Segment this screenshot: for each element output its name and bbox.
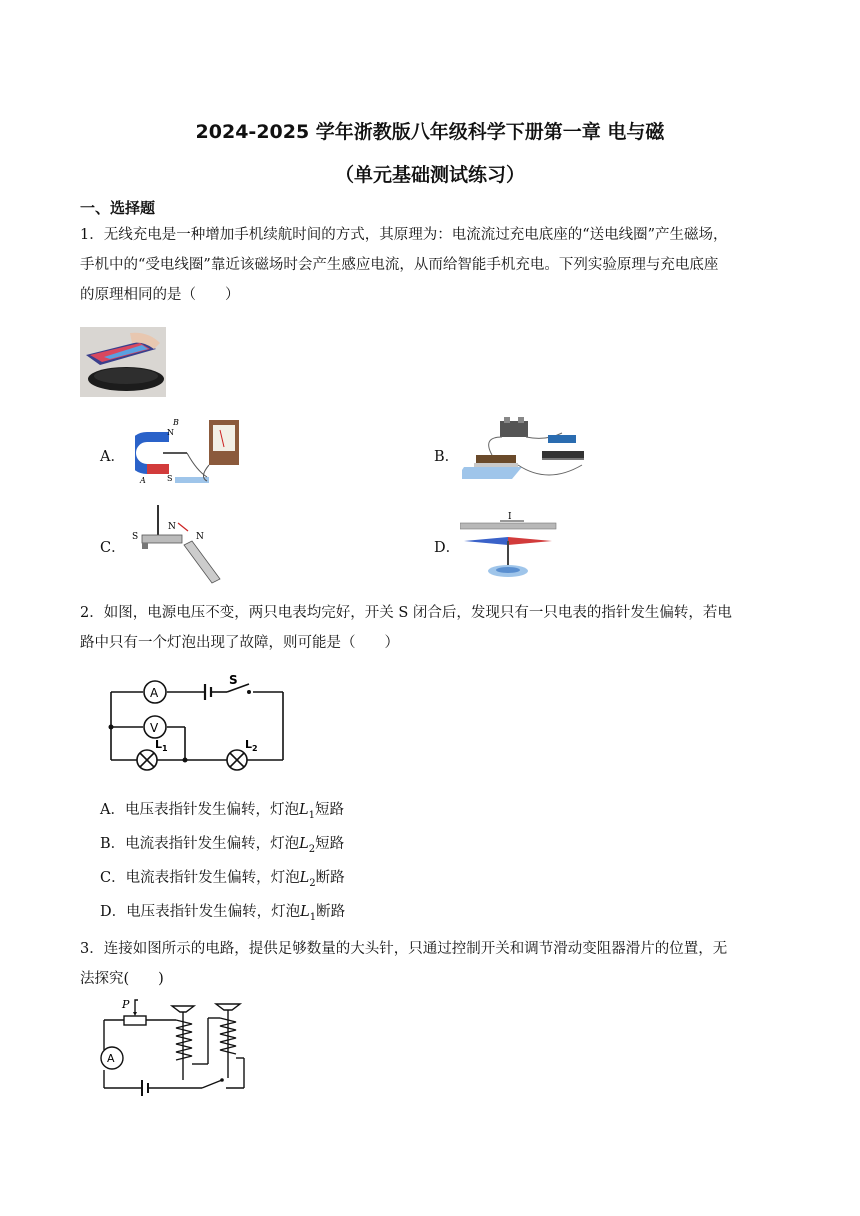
d-label-i: I bbox=[508, 512, 512, 522]
q2-circuit-diagram bbox=[105, 668, 290, 778]
q3-electromagnet-circuit bbox=[98, 998, 248, 1098]
a-label-a: A bbox=[140, 476, 146, 485]
q2-option-d[interactable]: D．电压表指针发生偏转，灯泡$L_1$断路 bbox=[100, 904, 346, 923]
q1-option-c-figure bbox=[130, 505, 230, 585]
a-label-n: N bbox=[167, 428, 174, 437]
q2-option-b[interactable]: B．电流表指针发生偏转，灯泡$L_2$短路 bbox=[100, 836, 345, 855]
q1-option-d-label[interactable]: D． bbox=[434, 540, 461, 556]
switch-label: S bbox=[229, 673, 238, 687]
a-label-b: B bbox=[173, 418, 179, 427]
ammeter-label: A bbox=[150, 686, 159, 700]
c-label-s: S bbox=[132, 532, 139, 542]
l2-label: $L_2$ bbox=[245, 738, 258, 753]
question-3-line: 3．连接如图所示的电路，提供足够数量的大头针，只通过控制开关和调节滑动变阻器滑片的位置，无 bbox=[80, 941, 728, 957]
question-1 bbox=[80, 220, 785, 310]
question-3 bbox=[80, 934, 785, 994]
page-title: 2024-2025 学年浙教版八年级科学下册第一章 电与磁 bbox=[195, 121, 665, 143]
q1-option-a-figure bbox=[135, 415, 245, 490]
l1-label: $L_1$ bbox=[155, 738, 168, 753]
question-2 bbox=[80, 598, 785, 658]
section-heading: 一、选择题 bbox=[80, 199, 156, 217]
q1-option-a-label[interactable]: A． bbox=[100, 449, 125, 465]
q1-option-d-figure bbox=[460, 505, 560, 583]
q2-option-a[interactable]: A．电压表指针发生偏转，灯泡$L_1$短路 bbox=[100, 802, 344, 821]
ammeter-label: A bbox=[107, 1052, 115, 1065]
question-2-line: 路中只有一个灯泡出现了故障，则可能是（ ） bbox=[80, 635, 399, 651]
wireless-charger-image bbox=[80, 327, 166, 397]
slider-label: P bbox=[122, 998, 130, 1011]
question-1-line: 1．无线充电是一种增加手机续航时间的方式，其原理为：电流流过充电底座的“送电线圈”产生磁场， bbox=[80, 227, 728, 243]
page-subtitle: （单元基础测试练习） bbox=[334, 164, 525, 186]
voltmeter-label: V bbox=[150, 721, 159, 735]
question-1-line: 的原理相同的是（ ） bbox=[80, 287, 240, 303]
c-label-n1: N bbox=[168, 522, 176, 532]
q1-option-c-label[interactable]: C． bbox=[100, 540, 126, 556]
question-3-line: 法探究( ) bbox=[80, 971, 164, 987]
question-2-line: 2．如图，电源电压不变，两只电表均完好，开关 S 闭合后，发现只有一只电表的指针发生偏转，若电 bbox=[80, 605, 732, 621]
q1-option-b-figure bbox=[462, 415, 587, 490]
question-1-line: 手机中的“受电线圈”靠近该磁场时会产生感应电流，从而给智能手机充电。下列实验原理与充电底座 bbox=[80, 257, 719, 273]
q1-option-b-label[interactable]: B． bbox=[434, 449, 460, 465]
c-label-n2: N bbox=[196, 532, 204, 542]
q2-option-c[interactable]: C．电流表指针发生偏转，灯泡$L_2$断路 bbox=[100, 870, 345, 889]
a-label-s: S bbox=[167, 474, 173, 483]
